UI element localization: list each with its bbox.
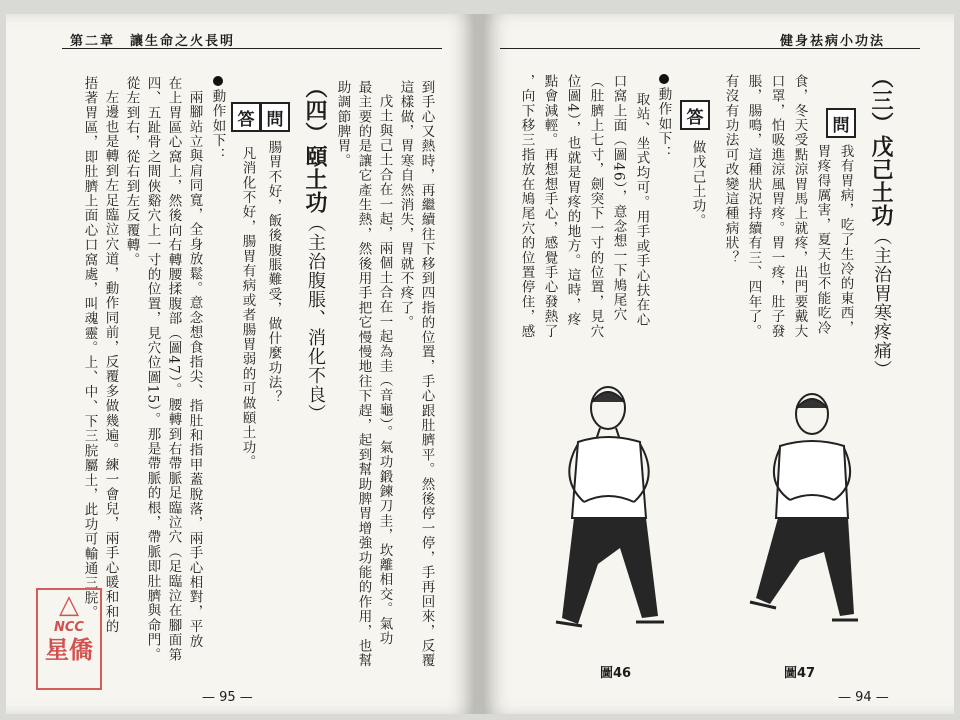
answer-badge-left: 答 <box>231 102 261 132</box>
right-question-col-3: 食，冬天受點涼胃馬上就疼，出門要戴大 <box>791 74 808 339</box>
left-running-header: 第二章 讓生命之火長明 <box>70 34 236 49</box>
left-action-heading <box>210 76 224 163</box>
right-body-col-2: 口窩上面（圖46），意念想一下鳩尾穴 <box>610 74 627 323</box>
left-body-col-2: 這樣做，胃寒自然消失，胃就不疼了。 <box>397 80 414 330</box>
left-section-title-sub: （主治腹脹、消化不良） <box>305 214 326 423</box>
left-answer-text: 凡消化不好，腸胃有病或者腸胃弱的可做頤土功。 <box>239 146 256 470</box>
left-body-col-5: 助調節脾胃。 <box>334 80 351 169</box>
stamp-line-1: NCC <box>54 620 84 635</box>
right-header-rule <box>500 48 920 49</box>
left-question-text: 腸胃不好，飯後腹脹難受，做什麼功法？ <box>265 140 282 405</box>
answer-badge-right: 答 <box>680 100 710 130</box>
question-badge-left: 問 <box>260 102 290 132</box>
bullet-icon <box>659 74 669 84</box>
stamp-triangle-icon: △ <box>59 590 79 620</box>
left-page-number: — 95 — <box>202 690 253 705</box>
left-action-heading-text: 動作如下： <box>209 89 226 163</box>
question-badge-right: 問 <box>826 108 856 138</box>
right-question-col-6: 有沒有功法可改變這種病狀？ <box>722 74 739 266</box>
figure-46-illustration <box>548 378 678 640</box>
right-body-col-5: 點會減輕。再想想手心，感覺手心發熱了 <box>541 74 558 339</box>
left-section-title <box>300 76 331 423</box>
left-body-col-4: 最主要的是讓它產生熱，然後用手把它慢慢地往下趕，起到幫助脾胃增強功能的作用，也幫 <box>355 80 372 668</box>
left-section-title-main: （四）頤土功 <box>302 76 328 214</box>
left-body-col-11: 捂著胃區，即肚臍上面心口窩處，叫魂靈。上、中、下三脘屬土，此功可輸通三脘。 <box>81 76 98 620</box>
right-action-heading <box>656 74 670 161</box>
right-section-title <box>866 66 897 379</box>
right-action-heading-text: 動作如下： <box>655 87 672 161</box>
right-question-col-2: 胃疼得厲害，夏天也不能吃冷 <box>814 144 831 336</box>
right-body-col-6: ，向下移三指放在鳩尾穴的位置停住，感 <box>518 74 535 339</box>
left-header-rule <box>62 48 442 49</box>
right-question-col-4: 口罩，怕吸進涼風胃疼。胃一疼，肚子發 <box>768 74 785 339</box>
right-question-col-1: 我有胃病，吃了生冷的東西， <box>837 144 854 336</box>
left-body-col-10: 左邊也是轉到左足臨泣穴道，動作同前，反覆多做幾遍。練一會兒，兩手心暖和和的 <box>102 90 119 634</box>
right-question-col-5: 脹，腸鳴，這種狀況持續有三、四年了。 <box>745 74 762 339</box>
left-body-col-9: 從左到右，從右到左反覆轉。 <box>123 76 140 268</box>
right-section-title-sub: （主治胃寒疼痛） <box>871 227 892 379</box>
left-body-col-1: 到手心又熱時，再繼續往下移到四指的位置，手心跟肚臍平。然後停一停，手再回來，反覆 <box>418 80 435 668</box>
figure-47-illustration <box>746 384 864 640</box>
right-section-title-main: （三）戊己土功 <box>868 66 894 227</box>
figure-46-caption: 圖46 <box>600 666 632 681</box>
right-body-col-4: 位圖4），也就是胃疼的地方。這時，疼 <box>564 74 581 327</box>
book-gutter <box>474 14 484 714</box>
right-running-header: 健身祛病小功法 <box>780 34 886 49</box>
right-body-col-3: （肚臍上七寸，劍突下一寸的位置，見穴 <box>587 74 604 339</box>
ncc-watermark-stamp <box>36 588 102 690</box>
left-body-col-3: 戊土與己土合在一起，兩個土合在一起為圭（音龜）。氣功鍛鍊刀圭，坎離相交。氣功 <box>376 94 393 646</box>
bullet-icon <box>213 76 223 86</box>
left-body-col-8: 四、五趾骨之間俠谿穴上一寸的位置，見穴位圖15）。那是帶脈的根，帶脈即肚臍與命門。 <box>144 76 161 663</box>
left-body-col-7: 在上胃區心窩上，然後向右轉腰揉腹部（圖47）。腰轉到右帶脈足臨泣穴（足臨泣在腳面第 <box>165 76 182 663</box>
right-page-number: — 94 — <box>838 690 889 705</box>
right-answer-text: 做戊己土功。 <box>689 140 706 229</box>
stamp-line-2: 星僑 <box>45 636 93 664</box>
figure-47-caption: 圖47 <box>784 666 816 681</box>
right-body-col-1: 取站、坐式均可。用手或手心扶在心 <box>633 92 650 328</box>
left-body-col-6: 兩腳站立與肩同寬，全身放鬆。意念想食指尖、指肚和指甲蓋脫落，兩手心相對，平放 <box>186 90 203 649</box>
